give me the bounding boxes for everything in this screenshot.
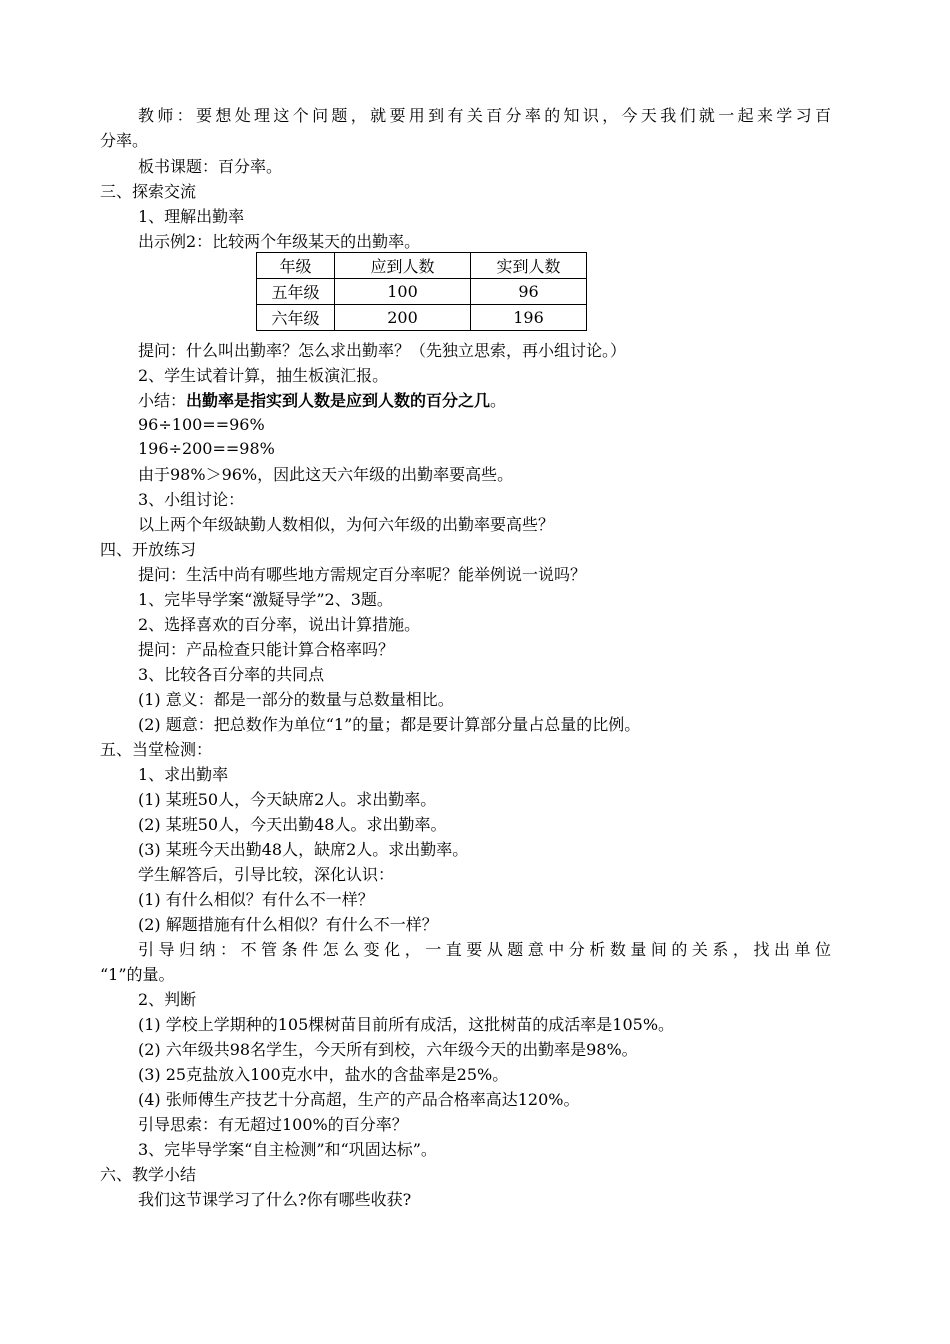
- section-heading-5: 五、当堂检测：: [100, 740, 213, 759]
- practice-question: 提问：产品检查只能计算合格率吗？: [138, 640, 395, 659]
- section-heading-4: 四、开放练习: [100, 540, 197, 559]
- table-row: [257, 279, 587, 305]
- summary-line: [138, 390, 506, 412]
- table-cell: 五年级: [257, 279, 335, 305]
- subheading-find-attendance: 1、求出勤率: [138, 765, 229, 784]
- compare-question-1: (1) 有什么相似？有什么不一样？: [138, 890, 374, 909]
- induction-line-1: 引导归纳：不管条件怎么变化，一直要从题意中分析数量间的关系，找出单位: [138, 940, 831, 959]
- exercise-item-3: (3) 某班今天出勤48人，缺席2人。求出勤率。: [138, 840, 469, 859]
- open-question-line: 提问：生活中尚有哪些地方需规定百分率呢？能举例说一说吗？: [138, 565, 587, 584]
- table-cell: 196: [471, 305, 587, 331]
- common-point-1: (1) 意义：都是一部分的数量与总数量相比。: [138, 690, 454, 709]
- exercise-item-1: (1) 某班50人，今天缺席2人。求出勤率。: [138, 790, 437, 809]
- judge-item-4: (4) 张师傅生产技艺十分高超，生产的产品合格率高达120%。: [138, 1090, 580, 1109]
- student-calc-line: 2、学生试着计算，抽生板演汇报。: [138, 366, 389, 385]
- practice-item-3: 3、比较各百分率的共同点: [138, 665, 325, 684]
- paragraph-intro-line1: 教师：要想处理这个问题，就要用到有关百分率的知识，今天我们就一起来学习百: [138, 106, 831, 125]
- subheading-judge: 2、判断: [138, 990, 197, 1009]
- judge-item-1: (1) 学校上学期种的105棵树苗目前所有成活，这批树苗的成活率是105%。: [138, 1015, 675, 1034]
- paragraph-intro-line2: 分率。: [100, 131, 149, 150]
- exercise-item-2: (2) 某班50人，今天出勤48人。求出勤率。: [138, 815, 447, 834]
- table-cell: 六年级: [257, 305, 335, 331]
- table-cell: 96: [471, 279, 587, 305]
- attendance-table: [256, 252, 587, 331]
- section-heading-3: 三、探索交流: [100, 182, 197, 201]
- reflection-question: 引导思索：有无超过100%的百分率？: [138, 1115, 408, 1134]
- comparison-line: 由于98%＞96%，因此这天六年级的出勤率要高些。: [138, 465, 514, 484]
- table-row: [257, 305, 587, 331]
- summary-question-line: 我们这节课学习了什么?你有哪些收获?: [138, 1190, 412, 1209]
- common-point-2: (2) 题意：把总数作为单位“1”的量；都是要计算部分量占总量的比例。: [138, 715, 641, 734]
- practice-item-2: 2、选择喜欢的百分率，说出计算措施。: [138, 615, 421, 634]
- calc-line-2: 196÷200==98%: [138, 439, 275, 458]
- summary-label: 小结：: [138, 391, 187, 410]
- practice-item-1: 1、完毕导学案“激疑导学”2、3题。: [138, 590, 393, 609]
- discussion-question-line: 以上两个年级缺勤人数相似，为何六年级的出勤率要高些？: [138, 515, 555, 534]
- table-cell: 200: [335, 305, 471, 331]
- section-heading-6: 六、教学小结: [100, 1165, 197, 1184]
- judge-item-2: (2) 六年级共98名学生，今天所有到校，六年级今天的出勤率是98%。: [138, 1040, 638, 1059]
- summary-definition: 出勤率是指实到人数是应到人数的百分之几: [186, 391, 491, 410]
- table-header-cell: 应到人数: [335, 253, 471, 279]
- judge-item-3: (3) 25克盐放入100克水中，盐水的含盐率是25%。: [138, 1065, 509, 1084]
- subheading-complete-workbook: 3、完毕导学案“自主检测”和“巩固达标”。: [138, 1140, 437, 1159]
- guidance-line: 学生解答后，引导比较，深化认识：: [138, 865, 395, 884]
- table-header-row: [257, 253, 587, 279]
- table-cell: 100: [335, 279, 471, 305]
- summary-period: 。: [490, 391, 507, 410]
- subheading-attendance: 1、理解出勤率: [138, 207, 245, 226]
- board-title-line: 板书课题：百分率。: [138, 157, 283, 176]
- induction-line-2: “1”的量。: [100, 965, 175, 984]
- compare-question-2: (2) 解题措施有什么相似？有什么不一样？: [138, 915, 438, 934]
- example-2-line: 出示例2：比较两个年级某天的出勤率。: [138, 232, 421, 251]
- subheading-group-discussion: 3、小组讨论：: [138, 490, 245, 509]
- calc-line-1: 96÷100==96%: [138, 415, 265, 434]
- table-header-cell: 年级: [257, 253, 335, 279]
- table-header-cell: 实到人数: [471, 253, 587, 279]
- question-line: 提问：什么叫出勤率？怎么求出勤率？（先独立思索，再小组讨论。）: [138, 341, 627, 360]
